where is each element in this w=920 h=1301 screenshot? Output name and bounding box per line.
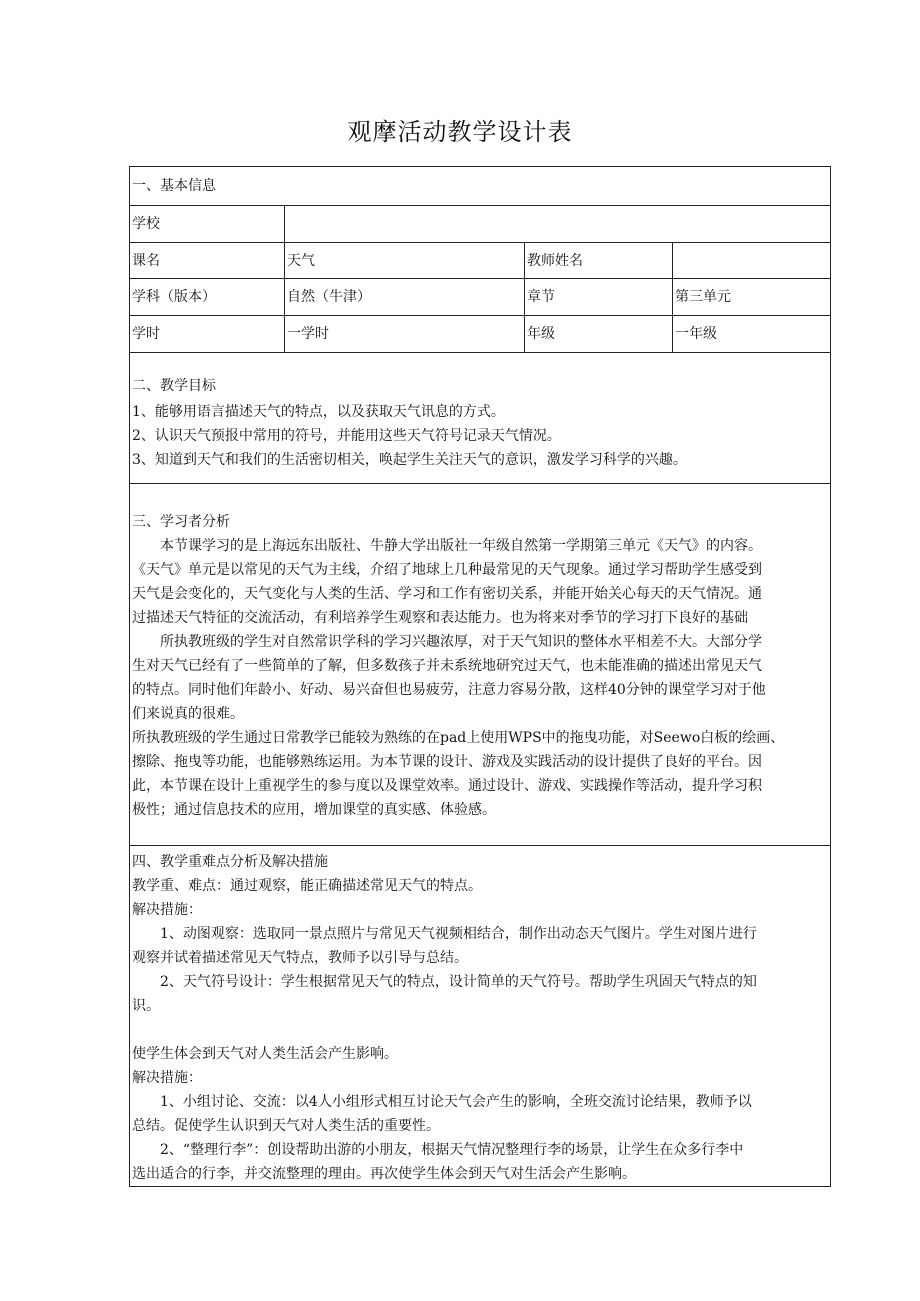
analysis-line: 生对天气已经有了一些简单的了解，但多数孩子并未系统地研究过天气，也未能准确的描述出常见天气 (132, 657, 762, 674)
course-value: 天气 (285, 243, 525, 279)
key-points-line: 1、动图观察：选取同一景点照片与常见天气视频相结合，制作出动态天气图片。学生对图片进行 (160, 925, 757, 942)
basic-info-header-row (130, 167, 831, 206)
key-points-line: 1、小组讨论、交流：以4人小组形式相互讨论天气会产生的影响，全班交流讨论结果，教师予以 (160, 1093, 752, 1110)
key-points-row (130, 846, 831, 1187)
analysis-line: 擦除、拖曳等功能，也能够熟练运用。为本节课的设计、游戏及实践活动的设计提供了良好的平台。因 (132, 753, 762, 770)
hours-label: 学时 (130, 316, 285, 353)
analysis-line: 天气是会变化的，天气变化与人类的生活、学习和工作有密切关系，并能开始关心每天的天气情况。通 (132, 585, 762, 602)
key-points-line: 识。 (132, 997, 160, 1014)
course-label: 课名 (130, 243, 285, 279)
analysis-line: 所执教班级的学生通过日常教学已能较为熟练的在pad上使用WPS中的拖曳功能，对Seewo白板的绘画、 (132, 729, 785, 746)
design-form-table (129, 166, 831, 1187)
key-points-line: 观察并试着描述常见天气特点，教师予以引导与总结。 (132, 949, 468, 966)
key-points-line: 解决措施： (132, 901, 202, 918)
analysis-line: 此，本节课在设计上重视学生的参与度以及课堂效率。通过设计、游戏、实践操作等活动，提升学习积 (132, 777, 762, 794)
teacher-value (673, 243, 831, 279)
chapter-value: 第三单元 (673, 279, 831, 316)
key-points-line: 使学生体会到天气对人类生活会产生影响。 (132, 1045, 398, 1062)
key-points-line: 解决措施： (132, 1069, 202, 1086)
basic-info-heading: 一、基本信息 (130, 167, 831, 206)
objectives-section (130, 353, 831, 484)
key-points-blank-line (132, 1018, 828, 1042)
subject-row (130, 279, 831, 316)
key-points-line: 教学重、难点：通过观察，能正确描述常见天气的特点。 (132, 877, 482, 894)
objective-item: 2、认识天气预报中常用的符号，并能用这些天气符号记录天气情况。 (132, 428, 561, 444)
learner-analysis-heading: 三、学习者分析 (132, 513, 230, 530)
key-points-section (130, 846, 831, 1187)
course-row (130, 243, 831, 279)
key-points-line: 选出适合的行李，并交流整理的理由。再次使学生体会到天气对生活会产生影响。 (132, 1165, 636, 1182)
teacher-label: 教师姓名 (525, 243, 673, 279)
key-points-heading: 四、教学重难点分析及解决措施 (132, 853, 328, 870)
analysis-line: 所执教班级的学生对自然常识学科的学习兴趣浓厚，对于天气知识的整体水平相差不大。大部分学 (160, 633, 762, 650)
subject-label: 学科（版本） (130, 279, 285, 316)
analysis-line: 们来说真的很难。 (132, 705, 244, 722)
analysis-line: 过描述天气特征的交流活动，有利培养学生观察和表达能力。也为将来对季节的学习打下良好的基础 (132, 609, 748, 626)
page-title: 观摩活动教学设计表 (347, 118, 573, 146)
hours-row (130, 316, 831, 353)
key-points-line: 2、“整理行李”：创设帮助出游的小朋友，根据天气情况整理行李的场景，让学生在众多行李中 (160, 1141, 744, 1158)
key-points-line: 总结。促使学生认识到天气对人类生活的重要性。 (132, 1117, 440, 1134)
school-label: 学校 (130, 206, 285, 243)
subject-value: 自然（牛津） (285, 279, 525, 316)
school-value (285, 206, 831, 243)
grade-value: 一年级 (673, 316, 831, 353)
objective-item: 3、知道到天气和我们的生活密切相关，唤起学生关注天气的意识，激发学习科学的兴趣。 (132, 452, 687, 468)
learner-analysis-section (130, 484, 831, 846)
analysis-line: 《天气》单元是以常见的天气为主线，介绍了地球上几种最常见的天气现象。通过学习帮助学生感受到 (132, 561, 762, 578)
chapter-label: 章节 (525, 279, 673, 316)
key-points-line: 2、天气符号设计：学生根据常见天气的特点，设计简单的天气符号。帮助学生巩固天气特点的知 (160, 973, 757, 990)
analysis-line: 本节课学习的是上海远东出版社、牛静大学出版社一年级自然第一学期第三单元《天气》的内容。 (160, 537, 762, 554)
school-row (130, 206, 831, 243)
analysis-line: 极性；通过信息技术的应用，增加课堂的真实感、体验感。 (132, 801, 496, 818)
grade-label: 年级 (525, 316, 673, 353)
objectives-row (130, 353, 831, 484)
objective-item: 1、能够用语言描述天气的特点，以及获取天气讯息的方式。 (132, 404, 505, 420)
learner-analysis-row (130, 484, 831, 846)
hours-value: 一学时 (285, 316, 525, 353)
objectives-heading: 二、教学目标 (132, 378, 216, 394)
analysis-line: 的特点。同时他们年龄小、好动、易兴奋但也易疲劳，注意力容易分散，这样40分钟的课堂学习对于他 (132, 681, 766, 698)
